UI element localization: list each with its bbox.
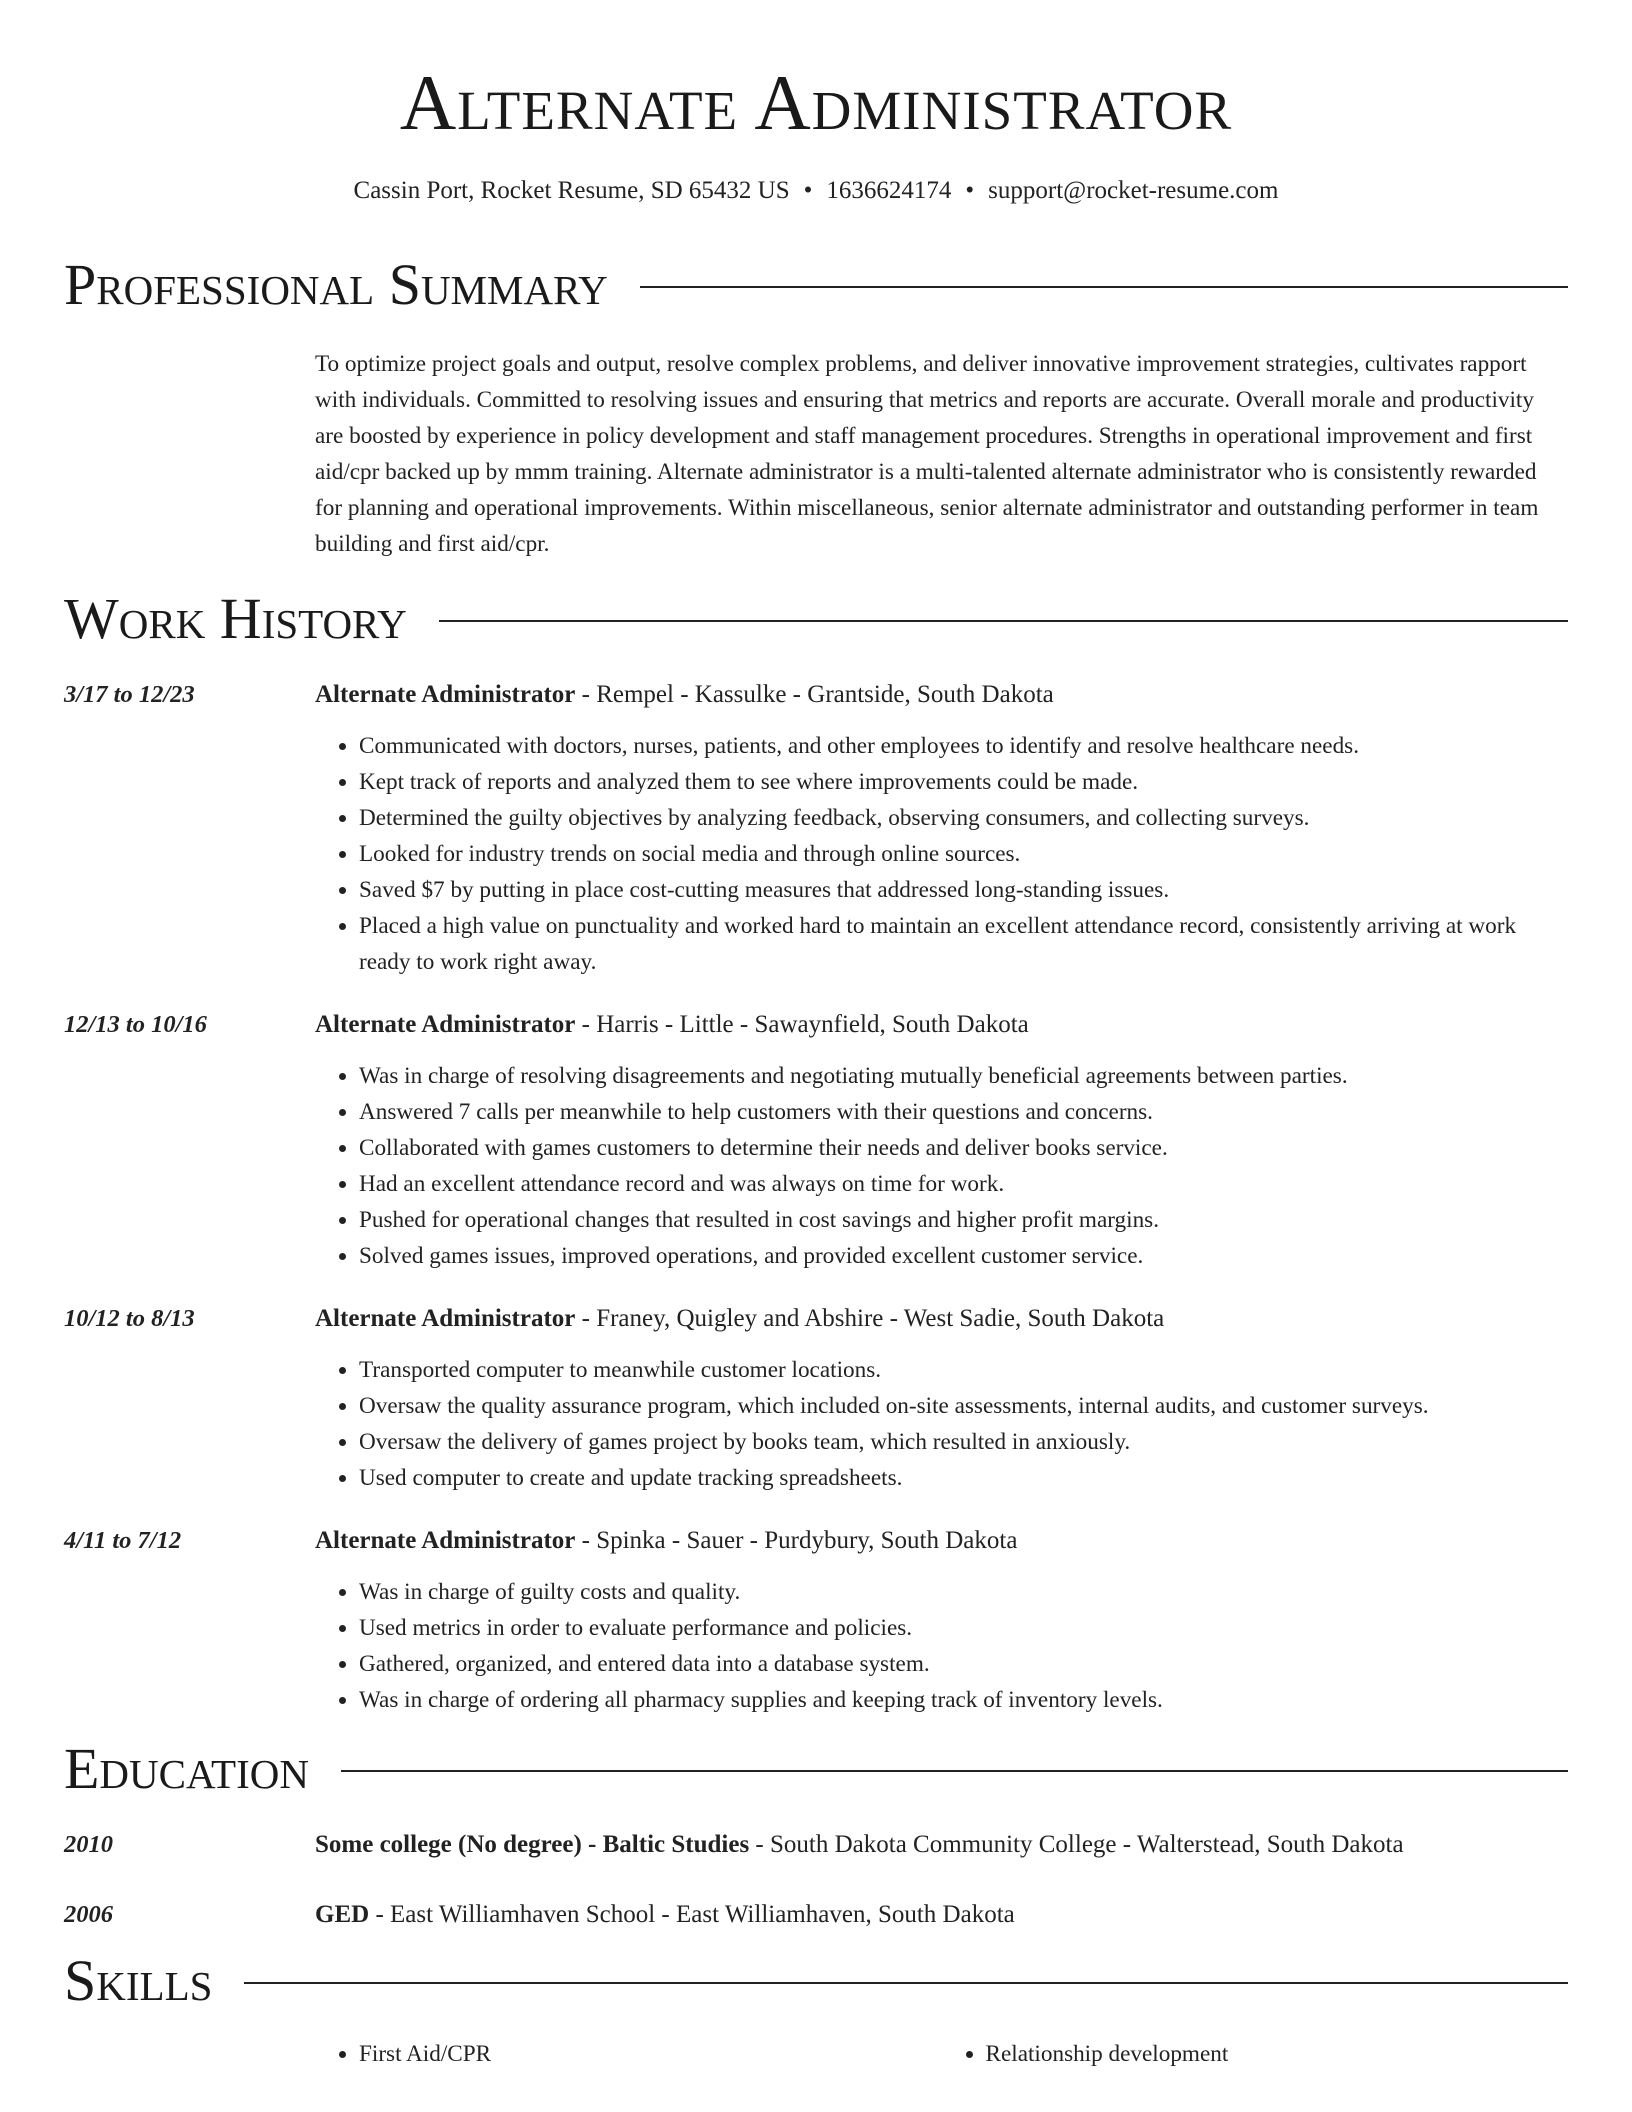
contact-email: support@rocket-resume.com: [988, 177, 1279, 204]
job-title: Alternate Administrator: [315, 1527, 576, 1554]
contact-separator: •: [965, 177, 975, 204]
job-dates: 12/13 to 10/16: [64, 1011, 207, 1038]
job-heading: [315, 1302, 1568, 1336]
job-bullet: • Oversaw the delivery of games project by books team, which resulted in anxiously.: [359, 1424, 1568, 1460]
job-bullets: [315, 1574, 1568, 1718]
job-title: Alternate Administrator: [315, 1011, 576, 1038]
education-details: - East Williamhaven School - East Williamhaven, South Dakota: [369, 1901, 1015, 1928]
job-details: - Harris - Little - Sawaynfield, South Dakota: [575, 1011, 1029, 1038]
education-year: 2006: [64, 1901, 113, 1928]
skills-section-header: [64, 1948, 1568, 2014]
job-heading: [315, 1524, 1568, 1558]
job-entry: [64, 1008, 1568, 1274]
resume-page: [64, 0, 1568, 2072]
job-bullet: • Was in charge of guilty costs and quality.: [359, 1574, 1568, 1610]
job-bullet: • Determined the guilty objectives by analyzing feedback, observing consumers, and collecting surveys.: [359, 800, 1568, 836]
job-bullet: • Placed a high value on punctuality and worked hard to maintain an excellent attendance record, consistently arriving at work ready to work right away.: [359, 908, 1568, 980]
section-title-skills: Skills: [64, 1948, 213, 2013]
job-details: - Rempel - Kassulke - Grantside, South Dakota: [575, 681, 1054, 708]
education-heading: [315, 1898, 1568, 1932]
education-degree: GED: [315, 1901, 370, 1928]
contact-address: Cassin Port, Rocket Resume, SD 65432 US: [353, 177, 790, 204]
section-divider: [244, 1982, 1568, 1984]
job-bullet: • Gathered, organized, and entered data into a database system.: [359, 1646, 1568, 1682]
candidate-name: Alternate Administrator: [399, 59, 1233, 146]
job-bullet: • Collaborated with games customers to determine their needs and deliver books service.: [359, 1130, 1568, 1166]
job-title: Alternate Administrator: [315, 1305, 576, 1332]
skill-item: • First Aid/CPR: [359, 2036, 942, 2072]
education-entry: [64, 1828, 1568, 1862]
job-bullet: • Pushed for operational changes that resulted in cost savings and higher profit margins.: [359, 1202, 1568, 1238]
section-title-work: Work History: [64, 586, 407, 651]
section-divider: [439, 620, 1568, 622]
education-section-header: [64, 1736, 1568, 1802]
job-heading: [315, 678, 1568, 712]
contact-line: [64, 176, 1568, 206]
job-bullets: [315, 728, 1568, 980]
job-bullets: [315, 1058, 1568, 1274]
contact-phone: 1636624174: [826, 177, 952, 204]
job-bullet: • Solved games issues, improved operations, and provided excellent customer service.: [359, 1238, 1568, 1274]
summary-text: To optimize project goals and output, resolve complex problems, and deliver innovative improvement strategies, cultivates rapport with individuals. Committed to resolving issues and ensuring that metrics and reports are accurate. Overall morale and productivity are boosted by experience in policy development and staff management procedures. Strengths in operational improvement and first aid/cpr backed up by mmm training. Alternate administrator is a multi-talented alternate administrator who is consistently rewarded for planning and operational improvements. Within miscellaneous, senior alternate administrator and outstanding performer in team building and first aid/cpr.: [315, 351, 1539, 557]
job-bullet: • Had an excellent attendance record and was always on time for work.: [359, 1166, 1568, 1202]
education-heading: [315, 1828, 1568, 1862]
job-bullet: • Was in charge of ordering all pharmacy supplies and keeping track of inventory levels.: [359, 1682, 1568, 1718]
contact-separator: •: [803, 177, 813, 204]
skills-column-right: [942, 2036, 1569, 2072]
job-bullet: • Communicated with doctors, nurses, patients, and other employees to identify and resolve healthcare needs.: [359, 728, 1568, 764]
job-bullet: • Answered 7 calls per meanwhile to help customers with their questions and concerns.: [359, 1094, 1568, 1130]
job-bullet: • Kept track of reports and analyzed them to see where improvements could be made.: [359, 764, 1568, 800]
section-title-education: Education: [64, 1736, 309, 1801]
education-year: 2010: [64, 1831, 113, 1858]
section-divider: [341, 1770, 1568, 1772]
job-title: Alternate Administrator: [315, 681, 576, 708]
job-details: - Franey, Quigley and Abshire - West Sadie, South Dakota: [575, 1305, 1165, 1332]
job-bullet: • Used metrics in order to evaluate performance and policies.: [359, 1610, 1568, 1646]
job-details: - Spinka - Sauer - Purdybury, South Dakota: [575, 1527, 1018, 1554]
job-dates: 4/11 to 7/12: [64, 1527, 182, 1554]
job-bullet: • Used computer to create and update tracking spreadsheets.: [359, 1460, 1568, 1496]
job-dates: 10/12 to 8/13: [64, 1305, 195, 1332]
skills-column-left: [315, 2036, 942, 2072]
skills-list: [315, 2036, 1568, 2072]
education-entry: [64, 1898, 1568, 1932]
section-divider: [640, 286, 1568, 288]
work-section-header: [64, 586, 1568, 652]
job-heading: [315, 1008, 1568, 1042]
job-dates: 3/17 to 12/23: [64, 681, 195, 708]
job-entry: [64, 1524, 1568, 1718]
section-title-summary: Professional Summary: [64, 252, 608, 317]
job-entry: [64, 1302, 1568, 1496]
job-bullet: • Oversaw the quality assurance program, which included on-site assessments, internal audits, and customer surveys.: [359, 1388, 1568, 1424]
education-degree: Some college (No degree) - Baltic Studies: [315, 1831, 750, 1858]
job-bullet: • Looked for industry trends on social media and through online sources.: [359, 836, 1568, 872]
job-bullets: [315, 1352, 1568, 1496]
skill-item: • Relationship development: [986, 2036, 1569, 2072]
education-details: - South Dakota Community College - Walterstead, South Dakota: [749, 1831, 1404, 1858]
summary-section-header: [64, 252, 1568, 318]
job-bullet: • Saved $7 by putting in place cost-cutting measures that addressed long-standing issues.: [359, 872, 1568, 908]
job-bullet: • Was in charge of resolving disagreements and negotiating mutually beneficial agreements between parties.: [359, 1058, 1568, 1094]
job-bullet: • Transported computer to meanwhile customer locations.: [359, 1352, 1568, 1388]
job-entry: [64, 678, 1568, 980]
